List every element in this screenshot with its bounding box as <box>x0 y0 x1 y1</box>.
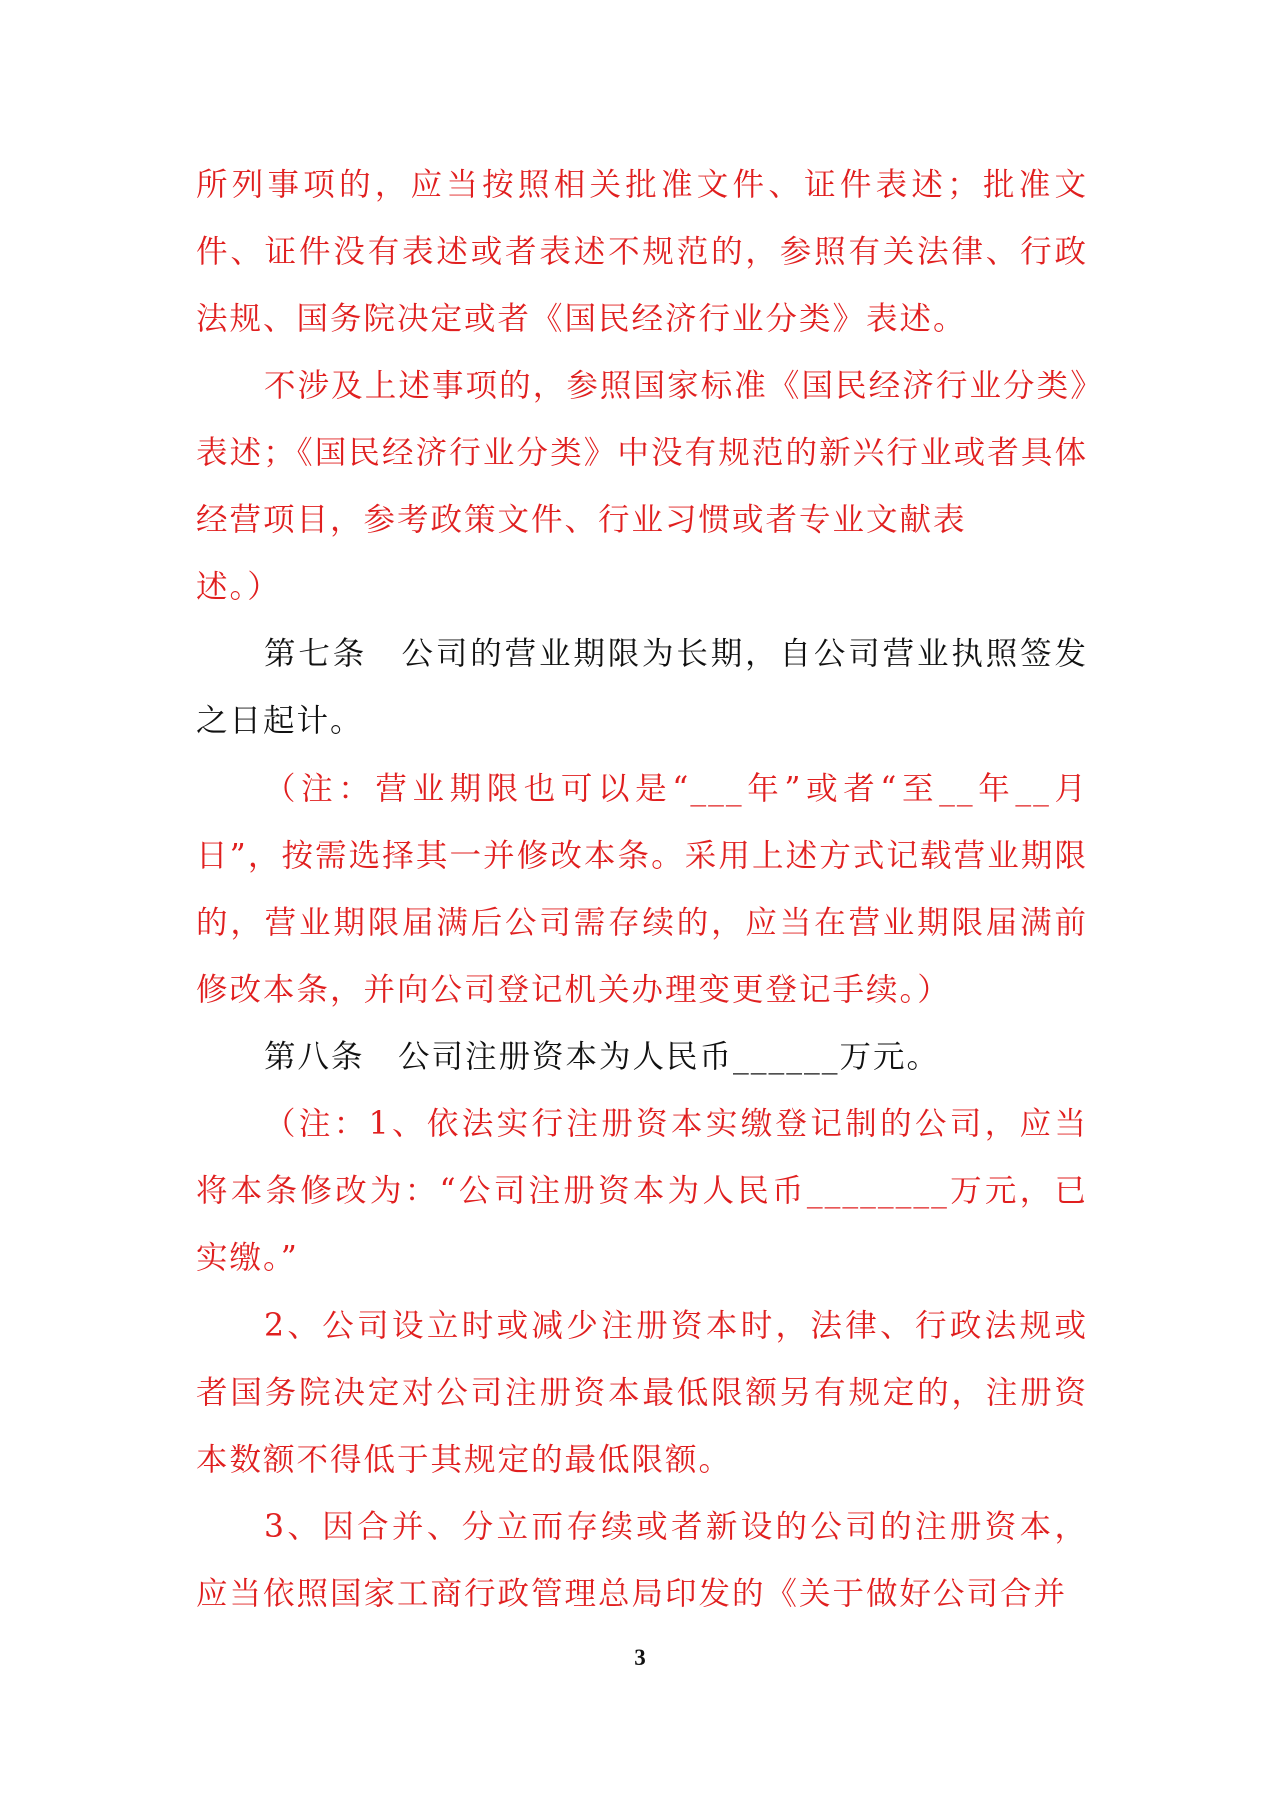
paragraph-article-8-note-3: 3、因合并、分立而存续或者新设的公司的注册资本，应当依照国家工商行政管理总局印发的《关于做好公司合并 <box>196 1509 1088 1612</box>
paragraph-article-8: 第八条 公司注册资本为人民币______万元。 <box>264 1039 941 1075</box>
paragraph-article-8-note-1: （注：1、依法实行注册资本实缴登记制的公司，应当将本条修改为：“公司注册资本为人民币________万元，已实缴。” <box>196 1106 1088 1276</box>
paragraph-business-scope-note-continued: 所列事项的，应当按照相关批准文件、证件表述；批准文件、证件没有表述或者表述不规范的，参照有关法律、行政法规、国务院决定或者《国民经济行业分类》表述。 <box>196 167 1088 337</box>
paragraph-business-scope-unrelated-items: 不涉及上述事项的，参照国家标准《国民经济行业分类》表述；《国民经济行业分类》中没有规范的新兴行业或者具体经营项目，参考政策文件、行业习惯或者专业文献表 述。） <box>196 368 1088 605</box>
paragraph-article-8-note-2: 2、公司设立时或减少注册资本时，法律、行政法规或者国务院决定对公司注册资本最低限额另有规定的，注册资本数额不得低于其规定的最低限额。 <box>196 1308 1088 1478</box>
paragraph-article-7: 第七条 公司的营业期限为长期，自公司营业执照签发之日起计。 <box>196 636 1088 739</box>
paragraph-article-7-note: （注：营业期限也可以是“___年”或者“至__年__月日”，按需选择其一并修改本条。采用上述方式记载营业期限的，营业期限届满后公司需存续的，应当在营业期限届满前修改本条，并向公司登记机关办理变更登记手续。） <box>196 771 1088 1008</box>
page-number: 3 <box>634 1645 646 1670</box>
